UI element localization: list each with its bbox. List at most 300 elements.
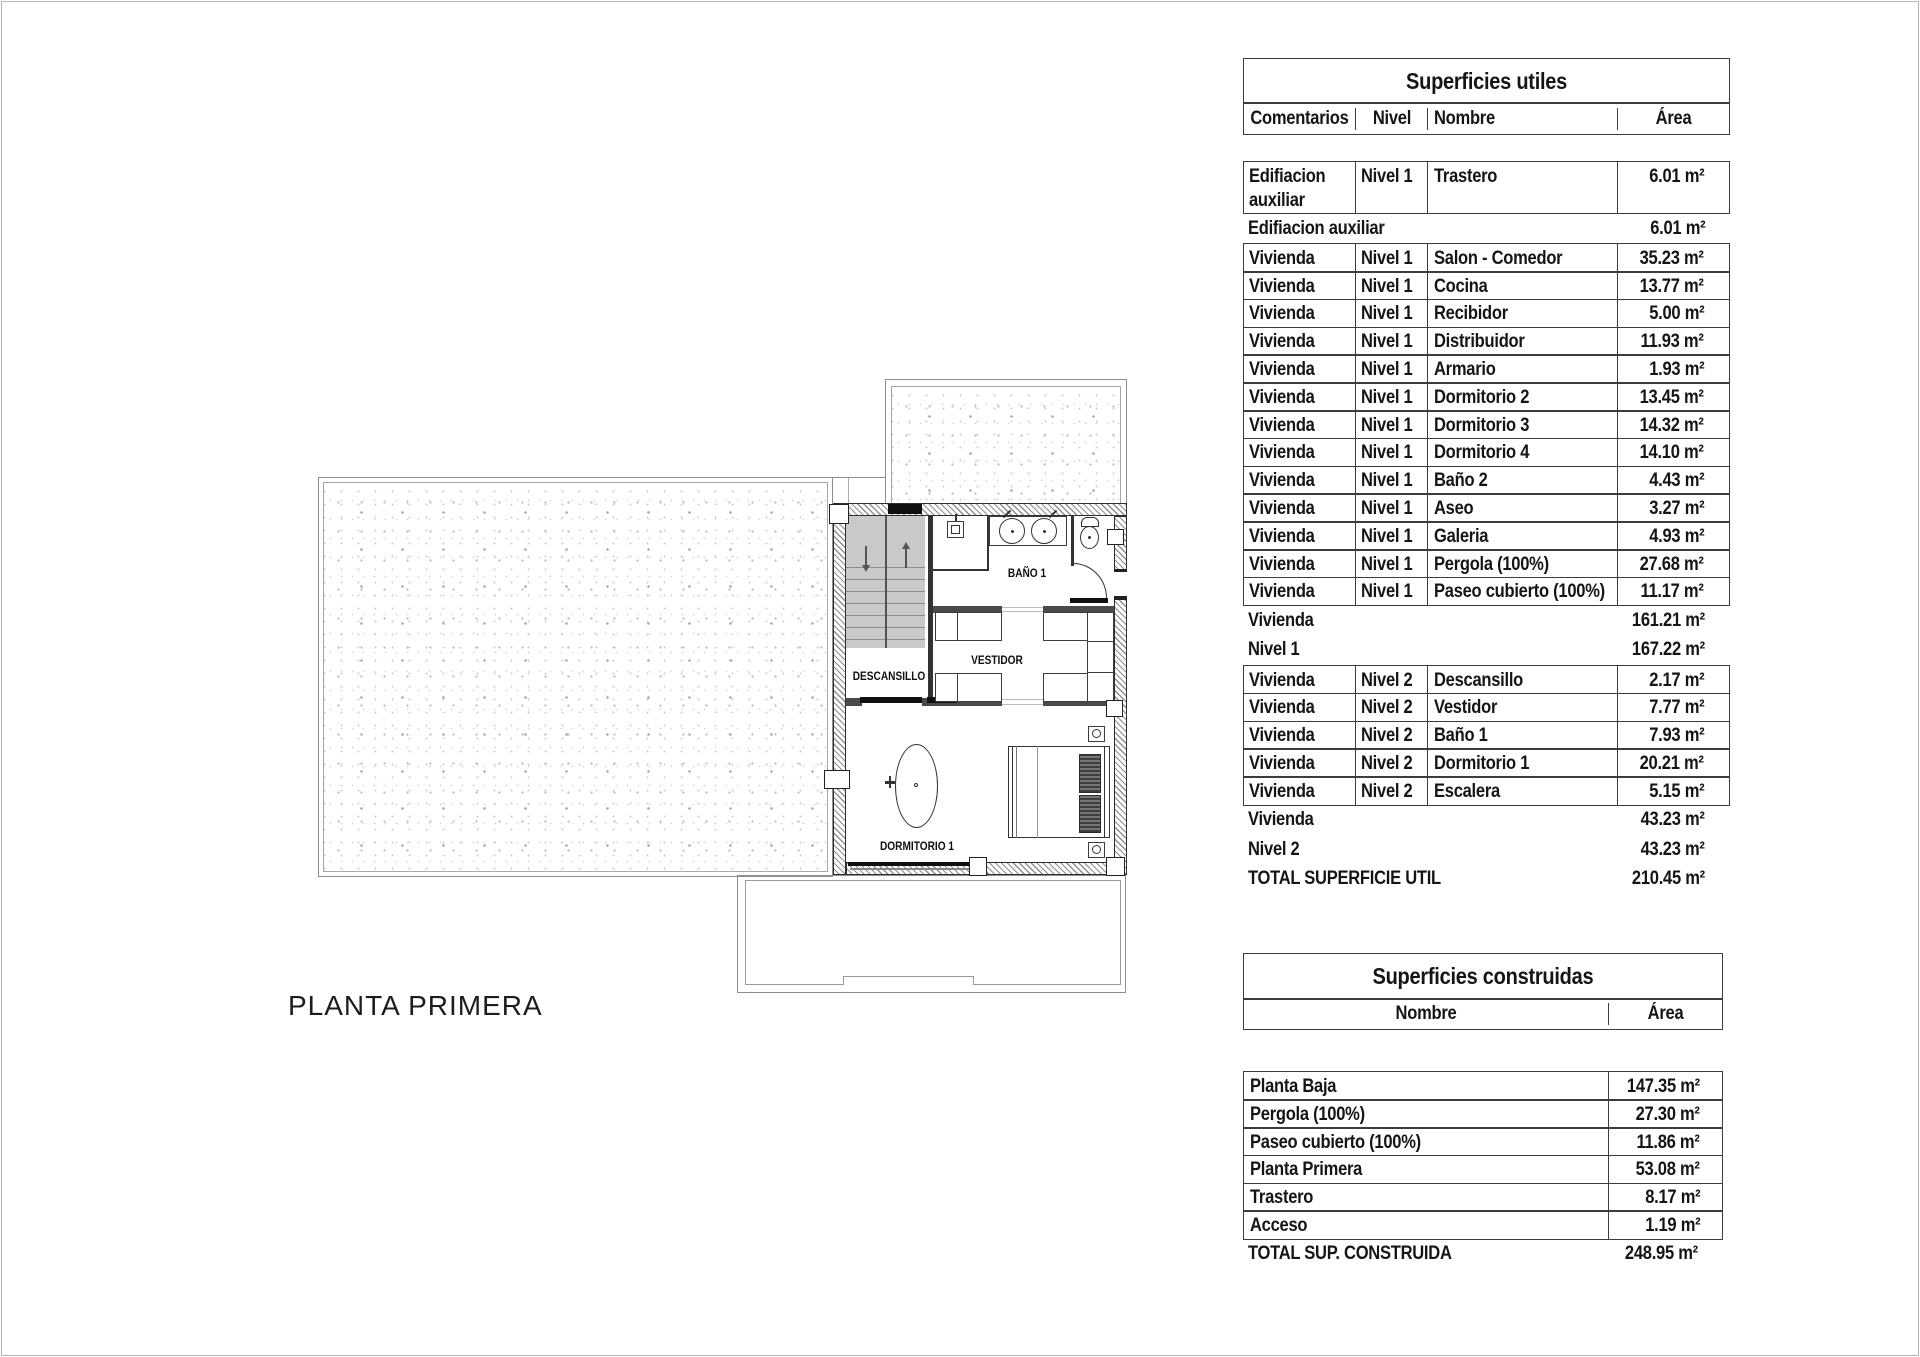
cell-comentarios-text: Vivienda bbox=[1249, 525, 1315, 547]
cell-comentarios bbox=[1244, 578, 1356, 605]
wall-fixture-inner bbox=[951, 525, 960, 534]
cell-area-text: 13.45 m² bbox=[1639, 386, 1704, 408]
door-leaf bbox=[1070, 598, 1108, 603]
cell-nivel-text: Nivel 2 bbox=[1361, 725, 1413, 747]
table-row bbox=[1243, 577, 1730, 606]
room-label-bano1: BAÑO 1 bbox=[1007, 568, 1047, 580]
cell-nivel bbox=[1356, 411, 1428, 438]
cell-comentarios-text: Vivienda bbox=[1249, 275, 1315, 297]
cell-nivel bbox=[1356, 722, 1428, 749]
cell-nivel bbox=[1356, 439, 1428, 466]
table-row bbox=[1243, 1183, 1723, 1212]
summary-area-value: 6.01 m² bbox=[1649, 217, 1705, 239]
cell-comentarios-text: Vivienda bbox=[1249, 470, 1315, 492]
cell-nombre bbox=[1244, 1128, 1609, 1155]
cell-nivel-text: Nivel 1 bbox=[1361, 581, 1413, 603]
table-title-text: Superficies utiles bbox=[1405, 67, 1568, 94]
lamp-icon bbox=[1092, 845, 1101, 854]
cell-comentarios bbox=[1244, 722, 1356, 749]
cell-nivel-text: Nivel 1 bbox=[1361, 525, 1413, 547]
cell-comentarios bbox=[1244, 162, 1356, 213]
summary-area-value: 210.45 m² bbox=[1631, 868, 1705, 890]
table-row bbox=[1243, 665, 1730, 694]
cell-area bbox=[1618, 272, 1729, 299]
cell-nombre bbox=[1428, 162, 1618, 213]
door-threshold-1 bbox=[860, 697, 922, 703]
cell-nombre-text: Planta Primera bbox=[1250, 1159, 1363, 1181]
cell-area-text: 2.17 m² bbox=[1648, 669, 1704, 691]
cell-area bbox=[1618, 328, 1729, 355]
cell-comentarios-text: Vivienda bbox=[1249, 752, 1315, 774]
cell-area bbox=[1618, 439, 1729, 466]
cell-comentarios bbox=[1244, 666, 1356, 693]
cell-nivel-text: Nivel 1 bbox=[1361, 470, 1413, 492]
opening-line bbox=[1002, 607, 1043, 608]
cell-nombre-text: Paseo cubierto (100%) bbox=[1434, 581, 1605, 603]
cell-area bbox=[1618, 694, 1729, 721]
cell-comentarios-text: Vivienda bbox=[1249, 581, 1315, 603]
summary-label: TOTAL SUPERFICIE UTIL bbox=[1248, 868, 1441, 890]
cell-nombre bbox=[1244, 1100, 1609, 1127]
sink-drain bbox=[1011, 530, 1014, 533]
table-row bbox=[1243, 748, 1730, 777]
cell-comentarios-text: Vivienda bbox=[1249, 442, 1315, 464]
cell-nombre-text: Armario bbox=[1434, 358, 1496, 380]
cell-nivel-text: Nivel 1 bbox=[1361, 386, 1413, 408]
cell-comentarios-text: Vivienda bbox=[1249, 669, 1315, 691]
bed-footboard-line bbox=[1016, 746, 1017, 838]
table-row bbox=[1243, 493, 1730, 522]
cell-nivel-text: Nivel 1 bbox=[1361, 247, 1413, 269]
cell-nivel-text: Nivel 1 bbox=[1361, 442, 1413, 464]
wardrobe bbox=[935, 612, 1002, 641]
cell-nivel-text: Nivel 1 bbox=[1361, 303, 1413, 325]
wardrobe-divider bbox=[957, 673, 958, 702]
wardrobe-column bbox=[1087, 612, 1114, 702]
cell-area-text: 1.93 m² bbox=[1648, 358, 1704, 380]
table-title bbox=[1243, 58, 1730, 104]
wall-door-gap bbox=[1114, 571, 1127, 597]
cell-area-text: 14.10 m² bbox=[1639, 442, 1704, 464]
cell-comentarios-text: Vivienda bbox=[1249, 386, 1315, 408]
cell-comentarios bbox=[1244, 749, 1356, 776]
arrow-up-icon bbox=[902, 542, 910, 549]
cell-nivel bbox=[1356, 522, 1428, 549]
cell-area bbox=[1618, 666, 1729, 693]
header-area: Área bbox=[1655, 107, 1692, 129]
table-row bbox=[1243, 1210, 1723, 1239]
summary-area-value: 248.95 m² bbox=[1624, 1243, 1698, 1265]
cell-area bbox=[1618, 467, 1729, 494]
cell-area-text: 20.21 m² bbox=[1639, 752, 1704, 774]
cell-nivel bbox=[1356, 749, 1428, 776]
cell-comentarios bbox=[1244, 272, 1356, 299]
header-nombre: Nombre bbox=[1244, 1003, 1609, 1025]
cell-nombre-text: Distribuidor bbox=[1434, 331, 1525, 353]
summary-area-value: 43.23 m² bbox=[1640, 809, 1705, 831]
cell-area-text: 27.30 m² bbox=[1635, 1103, 1700, 1125]
cell-nombre bbox=[1244, 1184, 1609, 1211]
cell-nivel bbox=[1356, 355, 1428, 382]
terrace-topright-surface bbox=[891, 386, 1121, 503]
table-row bbox=[1243, 721, 1730, 750]
cell-area bbox=[1618, 578, 1729, 605]
cell-area-text: 53.08 m² bbox=[1635, 1159, 1700, 1181]
cell-nombre-text: Dormitorio 4 bbox=[1434, 442, 1530, 464]
table-header-row bbox=[1243, 102, 1730, 135]
cell-area-text: 11.17 m² bbox=[1640, 581, 1704, 603]
table-gap bbox=[1243, 1030, 1723, 1071]
header-comentarios: Comentarios bbox=[1244, 108, 1356, 130]
table-row bbox=[1243, 466, 1730, 495]
cell-nombre bbox=[1428, 328, 1618, 355]
cell-area bbox=[1609, 1072, 1722, 1099]
cell-nivel-text: Nivel 2 bbox=[1361, 752, 1413, 774]
cell-comentarios-text: Edifiacion auxiliar bbox=[1249, 165, 1326, 211]
cell-nombre bbox=[1428, 300, 1618, 327]
cell-nombre-text: Pergola (100%) bbox=[1434, 553, 1549, 575]
cell-area-text: 8.17 m² bbox=[1644, 1187, 1700, 1209]
tub-faucet-handle bbox=[889, 776, 891, 788]
header-nombre: Nombre bbox=[1428, 108, 1618, 130]
door-jamb-cap bbox=[1114, 569, 1127, 572]
opening-line bbox=[1002, 699, 1043, 700]
cell-nivel bbox=[1356, 777, 1428, 804]
cell-comentarios-text: Vivienda bbox=[1249, 331, 1315, 353]
terrace-bottom-inner-b2 bbox=[843, 976, 974, 977]
cell-area-text: 4.93 m² bbox=[1648, 525, 1704, 547]
terrace-left-surface bbox=[323, 482, 828, 872]
cell-nivel-text: Nivel 1 bbox=[1361, 497, 1413, 519]
summary-area-value: 167.22 m² bbox=[1631, 639, 1705, 661]
cell-area-text: 4.43 m² bbox=[1648, 470, 1704, 492]
cell-nombre-text: Aseo bbox=[1434, 497, 1474, 519]
header-area: Área bbox=[1647, 1003, 1684, 1025]
cell-area bbox=[1618, 749, 1729, 776]
table-row bbox=[1243, 161, 1730, 214]
summary-row bbox=[1243, 864, 1730, 893]
cell-comentarios bbox=[1244, 494, 1356, 521]
cell-nivel bbox=[1356, 666, 1428, 693]
cell-nivel-text: Nivel 1 bbox=[1361, 165, 1413, 187]
stair-landing-edge bbox=[888, 504, 922, 514]
cell-nombre-text: Galeria bbox=[1434, 525, 1489, 547]
stair-arrow-down-line bbox=[865, 546, 867, 566]
cell-nombre bbox=[1428, 383, 1618, 410]
cell-comentarios-text: Vivienda bbox=[1249, 414, 1315, 436]
table-row bbox=[1243, 1155, 1723, 1184]
cell-nombre bbox=[1428, 777, 1618, 804]
cell-nivel-text: Nivel 2 bbox=[1361, 780, 1413, 802]
cell-area-text: 14.32 m² bbox=[1639, 414, 1704, 436]
cell-comentarios-text: Vivienda bbox=[1249, 553, 1315, 575]
door-jamb-cap bbox=[1114, 596, 1127, 600]
table-rows-group bbox=[1243, 243, 1730, 606]
toilet-nook-partition bbox=[1071, 516, 1074, 566]
cell-nivel bbox=[1356, 467, 1428, 494]
cell-nombre-text: Descansillo bbox=[1434, 669, 1524, 691]
cell-nombre-text: Dormitorio 1 bbox=[1434, 752, 1530, 774]
cell-comentarios bbox=[1244, 694, 1356, 721]
cell-area bbox=[1618, 777, 1729, 804]
cell-nombre bbox=[1428, 411, 1618, 438]
summary-area bbox=[1614, 1243, 1723, 1265]
cell-area-text: 1.19 m² bbox=[1644, 1214, 1700, 1236]
arrow-down-icon bbox=[862, 565, 870, 572]
summary-area bbox=[1631, 839, 1730, 861]
wall-connector bbox=[1107, 529, 1124, 545]
cell-nombre-text: Acceso bbox=[1250, 1214, 1308, 1236]
summary-area bbox=[1621, 639, 1730, 661]
cell-nombre bbox=[1428, 666, 1618, 693]
table-row bbox=[1243, 438, 1730, 467]
cell-area bbox=[1618, 383, 1729, 410]
table-row bbox=[1243, 299, 1730, 328]
cell-nombre bbox=[1428, 694, 1618, 721]
cell-comentarios bbox=[1244, 383, 1356, 410]
cell-nivel-text: Nivel 2 bbox=[1361, 697, 1413, 719]
cell-nivel bbox=[1356, 328, 1428, 355]
cell-comentarios-text: Vivienda bbox=[1249, 358, 1315, 380]
summary-area bbox=[1621, 868, 1730, 890]
cell-area-text: 11.86 m² bbox=[1636, 1131, 1700, 1153]
table-body bbox=[1243, 1071, 1723, 1269]
summary-area bbox=[1631, 809, 1730, 831]
cell-area bbox=[1609, 1184, 1722, 1211]
cell-nombre-text: Dormitorio 2 bbox=[1434, 386, 1530, 408]
cell-comentarios-text: Vivienda bbox=[1249, 725, 1315, 747]
cell-nivel-text: Nivel 1 bbox=[1361, 553, 1413, 575]
summary-area bbox=[1642, 218, 1730, 240]
wall-top bbox=[833, 503, 1127, 516]
cell-nombre bbox=[1428, 494, 1618, 521]
cell-nombre bbox=[1428, 550, 1618, 577]
summary-row bbox=[1243, 606, 1730, 635]
wall-strip-line bbox=[848, 478, 849, 503]
cell-comentarios-text: Vivienda bbox=[1249, 497, 1315, 519]
cell-area bbox=[1618, 355, 1729, 382]
cell-nivel-text: Nivel 2 bbox=[1361, 669, 1413, 691]
table-title-text: Superficies construidas bbox=[1372, 963, 1594, 989]
table-title bbox=[1243, 953, 1723, 1000]
toilet-drain bbox=[1088, 536, 1091, 539]
cell-nombre-text: Vestidor bbox=[1434, 697, 1498, 719]
summary-area-value: 161.21 m² bbox=[1631, 609, 1705, 631]
cell-nivel bbox=[1356, 272, 1428, 299]
cell-comentarios bbox=[1244, 355, 1356, 382]
sink-drain bbox=[1043, 530, 1046, 533]
cell-nombre-text: Salon - Comedor bbox=[1434, 247, 1563, 269]
summary-row bbox=[1243, 806, 1730, 835]
door-swing-arc bbox=[1073, 563, 1107, 598]
cell-nivel bbox=[1356, 244, 1428, 271]
cell-nombre-text: Escalera bbox=[1434, 780, 1500, 802]
summary-area-value: 43.23 m² bbox=[1640, 838, 1705, 860]
cell-nombre-text: Pergola (100%) bbox=[1250, 1103, 1365, 1125]
summary-row bbox=[1243, 835, 1730, 864]
table-row bbox=[1243, 382, 1730, 411]
cell-area-text: 7.77 m² bbox=[1648, 697, 1704, 719]
cell-comentarios bbox=[1244, 300, 1356, 327]
table-row bbox=[1243, 1071, 1723, 1100]
bed-headboard-line bbox=[1104, 746, 1105, 838]
table-row bbox=[1243, 354, 1730, 383]
cell-nombre bbox=[1428, 272, 1618, 299]
cell-area bbox=[1609, 1128, 1722, 1155]
pillow bbox=[1079, 795, 1101, 833]
opening-line bbox=[1002, 704, 1043, 705]
cell-area bbox=[1618, 722, 1729, 749]
cell-nombre-text: Baño 2 bbox=[1434, 470, 1488, 492]
cell-area-text: 7.93 m² bbox=[1648, 725, 1704, 747]
cell-nivel-text: Nivel 1 bbox=[1361, 331, 1413, 353]
floor-plan bbox=[0, 0, 1180, 1060]
terrace-bottom-inner-left bbox=[745, 880, 746, 985]
table-gap bbox=[1243, 135, 1730, 161]
cell-nivel bbox=[1356, 578, 1428, 605]
table-rows-group bbox=[1243, 665, 1730, 806]
stair-arrow-up-line bbox=[905, 548, 907, 568]
summary-row bbox=[1243, 1240, 1723, 1269]
stair-divider bbox=[885, 516, 887, 648]
cell-nombre bbox=[1428, 722, 1618, 749]
cell-nivel bbox=[1356, 494, 1428, 521]
table-row bbox=[1243, 410, 1730, 439]
cell-nivel bbox=[1356, 383, 1428, 410]
cell-area bbox=[1618, 522, 1729, 549]
table-row bbox=[1243, 776, 1730, 805]
cell-area-text: 13.77 m² bbox=[1639, 275, 1704, 297]
cell-nombre bbox=[1428, 578, 1618, 605]
terrace-top-connector-line bbox=[833, 477, 885, 478]
cell-comentarios-text: Vivienda bbox=[1249, 247, 1315, 269]
terrace-bottom-inner-top bbox=[745, 880, 1121, 881]
terrace-bottom-inner-right bbox=[1120, 880, 1121, 985]
cell-area bbox=[1618, 300, 1729, 327]
cell-nombre-text: Trastero bbox=[1250, 1187, 1314, 1209]
summary-label: Nivel 2 bbox=[1248, 838, 1300, 860]
cell-comentarios bbox=[1244, 777, 1356, 804]
bed-fold-line bbox=[1037, 746, 1038, 838]
summary-row bbox=[1243, 214, 1730, 243]
cell-area-text: 6.01 m² bbox=[1648, 165, 1704, 187]
opening-line bbox=[1002, 611, 1043, 612]
summary-label: Vivienda bbox=[1248, 809, 1314, 831]
sliding-window-line bbox=[850, 868, 971, 870]
cell-nivel-text: Nivel 1 bbox=[1361, 414, 1413, 436]
cell-nombre-text: Recibidor bbox=[1434, 303, 1508, 325]
cell-area bbox=[1609, 1156, 1722, 1183]
cell-area-text: 27.68 m² bbox=[1639, 553, 1704, 575]
cell-comentarios-text: Vivienda bbox=[1249, 780, 1315, 802]
room-label-descansillo: DESCANSILLO bbox=[852, 671, 926, 683]
plan-title: PLANTA PRIMERA bbox=[288, 990, 543, 1021]
wall-left bbox=[833, 516, 846, 875]
cell-area-text: 11.93 m² bbox=[1640, 331, 1704, 353]
wall-connector bbox=[829, 504, 849, 524]
cell-nombre-text: Baño 1 bbox=[1434, 725, 1488, 747]
cell-comentarios-text: Vivienda bbox=[1249, 697, 1315, 719]
cell-comentarios bbox=[1244, 411, 1356, 438]
cell-nombre bbox=[1244, 1156, 1609, 1183]
cell-nombre-text: Paseo cubierto (100%) bbox=[1250, 1131, 1421, 1153]
wall-connector bbox=[969, 857, 987, 876]
room-label-dormitorio1: DORMITORIO 1 bbox=[879, 841, 955, 853]
summary-row bbox=[1243, 636, 1730, 665]
cell-area bbox=[1618, 411, 1729, 438]
table-row bbox=[1243, 243, 1730, 272]
summary-area bbox=[1621, 610, 1730, 632]
table-header-row bbox=[1243, 998, 1723, 1030]
cell-comentarios-text: Vivienda bbox=[1249, 303, 1315, 325]
cell-nombre bbox=[1244, 1211, 1609, 1238]
cell-nombre-text: Planta Baja bbox=[1250, 1075, 1337, 1097]
tub-drain bbox=[914, 783, 918, 787]
cell-comentarios bbox=[1244, 522, 1356, 549]
terrace-bottom-inner-b3 bbox=[973, 984, 1121, 985]
cell-nivel bbox=[1356, 694, 1428, 721]
shower-partition-h bbox=[933, 569, 989, 571]
cell-nivel bbox=[1356, 300, 1428, 327]
table-body bbox=[1243, 161, 1730, 893]
cell-area bbox=[1609, 1100, 1722, 1127]
summary-label: Nivel 1 bbox=[1248, 639, 1300, 661]
cell-area bbox=[1618, 244, 1729, 271]
cell-comentarios bbox=[1244, 328, 1356, 355]
terrace-bottom-step2 bbox=[973, 976, 974, 985]
sliding-window-bar bbox=[848, 862, 973, 866]
cell-area bbox=[1618, 494, 1729, 521]
cell-comentarios bbox=[1244, 244, 1356, 271]
cell-nombre bbox=[1428, 522, 1618, 549]
cell-nombre-text: Dormitorio 3 bbox=[1434, 414, 1530, 436]
table-rows-group bbox=[1243, 1071, 1723, 1239]
table-rows-group bbox=[1243, 161, 1730, 214]
table-row bbox=[1243, 271, 1730, 300]
cell-nombre-text: Trastero bbox=[1434, 165, 1498, 187]
summary-label: Vivienda bbox=[1248, 609, 1314, 631]
cell-nombre bbox=[1428, 244, 1618, 271]
table-row bbox=[1243, 549, 1730, 578]
terrace-bottom-inner-b1 bbox=[745, 984, 844, 985]
cell-nivel bbox=[1356, 162, 1428, 213]
fixture-stem bbox=[955, 514, 957, 521]
cell-nombre bbox=[1428, 749, 1618, 776]
cell-area-text: 5.15 m² bbox=[1648, 780, 1704, 802]
cell-nivel-text: Nivel 1 bbox=[1361, 358, 1413, 380]
table-row bbox=[1243, 1099, 1723, 1128]
header-nivel: Nivel bbox=[1356, 108, 1428, 130]
cell-area-text: 35.23 m² bbox=[1639, 247, 1704, 269]
wall-connector bbox=[1106, 700, 1123, 717]
cell-area-text: 147.35 m² bbox=[1626, 1075, 1700, 1097]
cell-area-text: 3.27 m² bbox=[1648, 497, 1704, 519]
cell-area-text: 5.00 m² bbox=[1648, 303, 1704, 325]
superficies-construidas-table bbox=[1243, 953, 1723, 1269]
cell-nombre bbox=[1428, 439, 1618, 466]
wardrobe-shelf bbox=[1087, 672, 1114, 673]
summary-label: TOTAL SUP. CONSTRUIDA bbox=[1248, 1243, 1452, 1265]
room-label-vestidor: VESTIDOR bbox=[971, 655, 1023, 667]
wall-connector bbox=[824, 770, 850, 789]
table-row bbox=[1243, 693, 1730, 722]
summary-label: Edifiacion auxiliar bbox=[1248, 217, 1385, 239]
cell-nombre-text: Cocina bbox=[1434, 275, 1488, 297]
table-row bbox=[1243, 327, 1730, 356]
bed-footboard-line bbox=[1012, 746, 1013, 838]
cell-nombre bbox=[1428, 355, 1618, 382]
cell-nivel-text: Nivel 1 bbox=[1361, 275, 1413, 297]
